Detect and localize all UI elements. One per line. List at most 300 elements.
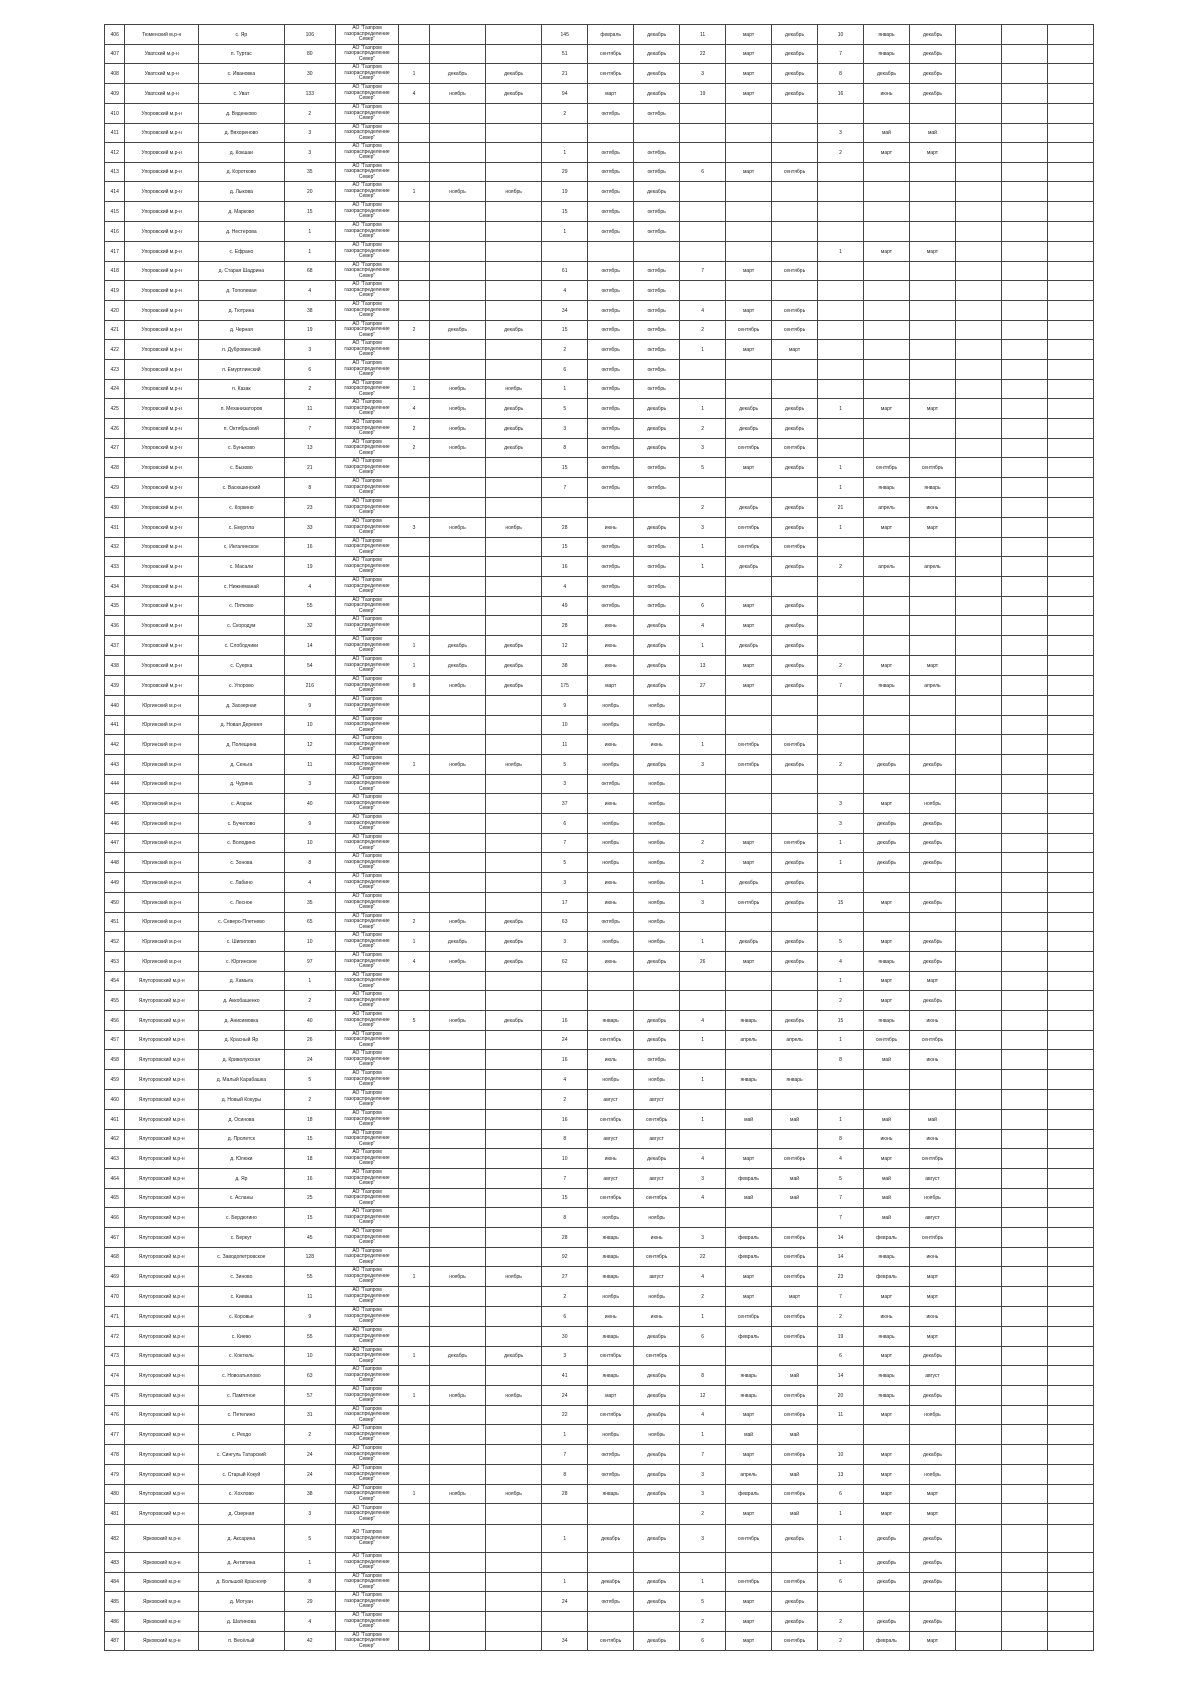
table-cell bbox=[680, 991, 726, 1011]
table-cell: сентябрь bbox=[588, 1632, 634, 1651]
table-cell: 7 bbox=[818, 45, 864, 64]
table-cell: АО "Газпром газораспределение Север" bbox=[335, 458, 398, 478]
table-cell: ноябрь bbox=[634, 853, 680, 873]
table-cell bbox=[909, 163, 955, 182]
table-cell: март bbox=[726, 1267, 772, 1287]
table-cell bbox=[399, 1050, 430, 1070]
table-cell bbox=[864, 182, 910, 202]
table-row bbox=[105, 755, 1094, 775]
table-cell: Упоровский м.р-н bbox=[125, 577, 199, 597]
table-cell: Упоровский м.р-н bbox=[125, 458, 199, 478]
table-cell bbox=[486, 498, 542, 518]
table-cell bbox=[864, 340, 910, 360]
table-cell: 3 bbox=[542, 1347, 588, 1366]
table-cell: 4 bbox=[818, 1149, 864, 1169]
table-cell: декабрь bbox=[429, 636, 485, 656]
table-cell: 481 bbox=[105, 1504, 125, 1525]
table-cell bbox=[680, 182, 726, 202]
table-cell: май bbox=[864, 1169, 910, 1189]
table-cell: ноябрь bbox=[588, 932, 634, 952]
table-cell bbox=[1001, 735, 1047, 755]
table-cell: декабрь bbox=[634, 182, 680, 202]
table-cell: декабрь bbox=[486, 64, 542, 84]
table-cell: АО "Газпром газораспределение Север" bbox=[335, 1612, 398, 1632]
table-cell: октябрь bbox=[634, 301, 680, 321]
table-cell bbox=[864, 735, 910, 755]
table-cell: 7 bbox=[542, 1169, 588, 1189]
table-cell: сентябрь bbox=[772, 1573, 818, 1592]
table-cell bbox=[955, 1386, 1001, 1406]
table-cell bbox=[1047, 794, 1093, 814]
table-cell: май bbox=[772, 1465, 818, 1485]
table-cell: ноябрь bbox=[634, 873, 680, 893]
table-cell: 14 bbox=[818, 1366, 864, 1386]
table-cell: Ялуторовский м.р-н bbox=[125, 1485, 199, 1504]
table-cell: АО "Газпром газораспределение Север" bbox=[335, 952, 398, 972]
table-cell: сентябрь bbox=[909, 1228, 955, 1248]
table-cell: с. Бердюгино bbox=[198, 1208, 284, 1228]
table-cell bbox=[399, 45, 430, 64]
table-cell: 4 bbox=[542, 1070, 588, 1090]
table-cell: 35 bbox=[284, 893, 335, 913]
table-row bbox=[105, 104, 1094, 124]
table-cell: АО "Газпром газораспределение Север" bbox=[335, 202, 398, 222]
table-cell: с. Беркут bbox=[198, 1228, 284, 1248]
table-cell: с. Асланы bbox=[198, 1189, 284, 1208]
table-cell bbox=[429, 1110, 485, 1130]
table-cell bbox=[1001, 1208, 1047, 1228]
table-cell: октябрь bbox=[588, 104, 634, 124]
table-cell bbox=[1047, 1592, 1093, 1612]
table-cell bbox=[864, 281, 910, 301]
table-cell: октябрь bbox=[588, 419, 634, 439]
table-cell bbox=[429, 1553, 485, 1573]
table-cell bbox=[1047, 143, 1093, 163]
table-cell bbox=[399, 124, 430, 143]
table-cell: АО "Газпром газораспределение Север" bbox=[335, 1445, 398, 1465]
table-cell: 8 bbox=[284, 478, 335, 498]
table-cell bbox=[1001, 932, 1047, 952]
table-cell bbox=[486, 1228, 542, 1248]
table-cell: Юргинский м.р-н bbox=[125, 755, 199, 775]
table-cell: март bbox=[864, 1149, 910, 1169]
table-cell: июнь bbox=[909, 1307, 955, 1327]
table-cell bbox=[772, 143, 818, 163]
table-cell: 38 bbox=[284, 301, 335, 321]
table-cell: АО "Газпром газораспределение Север" bbox=[335, 1573, 398, 1592]
table-row bbox=[105, 84, 1094, 104]
table-cell: Упоровский м.р-н bbox=[125, 616, 199, 636]
table-cell: март bbox=[772, 1287, 818, 1307]
table-cell bbox=[429, 991, 485, 1011]
table-cell: д. Кокшаи bbox=[198, 143, 284, 163]
table-cell: АО "Газпром газораспределение Север" bbox=[335, 636, 398, 656]
table-cell bbox=[818, 262, 864, 281]
table-cell bbox=[429, 716, 485, 735]
table-cell: декабрь bbox=[634, 1011, 680, 1031]
table-cell: 4 bbox=[284, 281, 335, 301]
table-cell: 10 bbox=[284, 716, 335, 735]
table-cell: 461 bbox=[105, 1110, 125, 1130]
table-cell bbox=[1047, 1307, 1093, 1327]
table-cell: март bbox=[588, 84, 634, 104]
table-cell bbox=[864, 538, 910, 557]
table-cell bbox=[1001, 1612, 1047, 1632]
table-cell: сентябрь bbox=[772, 1307, 818, 1327]
table-row bbox=[105, 1031, 1094, 1050]
table-cell bbox=[909, 104, 955, 124]
table-cell bbox=[1001, 340, 1047, 360]
table-cell: 1 bbox=[542, 1573, 588, 1592]
table-cell: 1 bbox=[399, 1347, 430, 1366]
table-cell bbox=[726, 1208, 772, 1228]
table-cell bbox=[1001, 1267, 1047, 1287]
table-cell bbox=[909, 1070, 955, 1090]
table-cell: 4 bbox=[680, 616, 726, 636]
table-cell: 5 bbox=[818, 932, 864, 952]
table-cell bbox=[864, 1592, 910, 1612]
table-cell: 3 bbox=[680, 1485, 726, 1504]
table-cell: 65 bbox=[284, 913, 335, 932]
table-cell bbox=[429, 1248, 485, 1267]
table-cell: май bbox=[864, 124, 910, 143]
table-cell: 473 bbox=[105, 1347, 125, 1366]
table-cell bbox=[909, 202, 955, 222]
table-cell: д. Анисимовка bbox=[198, 1011, 284, 1031]
table-cell: 9 bbox=[284, 814, 335, 834]
table-cell: ноябрь bbox=[588, 755, 634, 775]
table-cell bbox=[955, 143, 1001, 163]
table-cell: декабрь bbox=[429, 932, 485, 952]
table-cell: март bbox=[726, 45, 772, 64]
table-row bbox=[105, 676, 1094, 696]
table-cell bbox=[486, 716, 542, 735]
table-cell bbox=[1047, 1169, 1093, 1189]
table-row bbox=[105, 1248, 1094, 1267]
table-cell bbox=[909, 222, 955, 242]
table-cell: 14 bbox=[818, 1248, 864, 1267]
table-cell bbox=[486, 1366, 542, 1386]
table-cell bbox=[1001, 143, 1047, 163]
table-cell: 10 bbox=[542, 716, 588, 735]
table-cell: с. Емуртла bbox=[198, 518, 284, 538]
table-cell bbox=[1047, 478, 1093, 498]
table-cell: январь bbox=[772, 1070, 818, 1090]
table-cell bbox=[1001, 834, 1047, 853]
table-row bbox=[105, 1228, 1094, 1248]
table-cell bbox=[1001, 1465, 1047, 1485]
table-cell: 19 bbox=[542, 182, 588, 202]
table-cell bbox=[1001, 84, 1047, 104]
table-cell bbox=[955, 1485, 1001, 1504]
table-cell bbox=[680, 281, 726, 301]
table-cell: март bbox=[726, 163, 772, 182]
table-cell bbox=[955, 1228, 1001, 1248]
table-cell: 445 bbox=[105, 794, 125, 814]
table-cell: 14 bbox=[818, 1228, 864, 1248]
table-cell bbox=[399, 557, 430, 577]
table-cell bbox=[726, 281, 772, 301]
table-cell: 429 bbox=[105, 478, 125, 498]
table-cell bbox=[864, 419, 910, 439]
table-cell bbox=[429, 577, 485, 597]
table-cell bbox=[429, 301, 485, 321]
table-cell: 33 bbox=[284, 518, 335, 538]
table-cell: д. Чурина bbox=[198, 775, 284, 794]
table-cell bbox=[399, 104, 430, 124]
table-cell bbox=[399, 1445, 430, 1465]
table-cell bbox=[680, 222, 726, 242]
table-cell: ноябрь bbox=[429, 1485, 485, 1504]
table-cell: 458 bbox=[105, 1050, 125, 1070]
table-cell: май bbox=[864, 1208, 910, 1228]
table-cell bbox=[429, 458, 485, 478]
table-cell: 410 bbox=[105, 104, 125, 124]
table-cell bbox=[955, 182, 1001, 202]
table-cell bbox=[955, 25, 1001, 45]
table-cell bbox=[399, 1553, 430, 1573]
table-cell: декабрь bbox=[772, 1011, 818, 1031]
table-cell bbox=[909, 360, 955, 380]
table-cell: сентябрь bbox=[772, 1632, 818, 1651]
table-cell bbox=[864, 301, 910, 321]
table-cell bbox=[399, 1465, 430, 1485]
table-cell bbox=[772, 972, 818, 991]
table-cell bbox=[399, 478, 430, 498]
table-cell bbox=[955, 458, 1001, 478]
table-cell: август bbox=[909, 1169, 955, 1189]
table-cell: 28 bbox=[542, 518, 588, 538]
table-cell: 424 bbox=[105, 380, 125, 399]
table-cell: октябрь bbox=[588, 380, 634, 399]
table-cell: АО "Газпром газораспределение Север" bbox=[335, 478, 398, 498]
table-cell: Упоровский м.р-н bbox=[125, 301, 199, 321]
table-cell bbox=[486, 873, 542, 893]
table-cell bbox=[955, 1592, 1001, 1612]
table-row bbox=[105, 913, 1094, 932]
table-cell bbox=[955, 1366, 1001, 1386]
table-row bbox=[105, 478, 1094, 498]
table-cell: АО "Газпром газораспределение Север" bbox=[335, 696, 398, 716]
table-cell bbox=[1047, 124, 1093, 143]
table-cell: март bbox=[726, 458, 772, 478]
table-cell: АО "Газпром газораспределение Север" bbox=[335, 1465, 398, 1485]
table-cell: июнь bbox=[909, 1248, 955, 1267]
table-cell: ноябрь bbox=[634, 696, 680, 716]
table-cell: март bbox=[726, 1445, 772, 1465]
table-cell: март bbox=[726, 1406, 772, 1425]
table-row bbox=[105, 1612, 1094, 1632]
table-cell: 24 bbox=[284, 1445, 335, 1465]
table-cell: Ялуторовский м.р-н bbox=[125, 1347, 199, 1366]
table-cell bbox=[429, 1573, 485, 1592]
table-row bbox=[105, 124, 1094, 143]
table-cell: декабрь bbox=[909, 1612, 955, 1632]
table-cell: 3 bbox=[284, 1504, 335, 1525]
table-cell: АО "Газпром газораспределение Север" bbox=[335, 1347, 398, 1366]
table-cell: 460 bbox=[105, 1090, 125, 1110]
table-cell: декабрь bbox=[772, 518, 818, 538]
table-cell: май bbox=[772, 1169, 818, 1189]
table-cell: август bbox=[588, 1169, 634, 1189]
table-cell: октябрь bbox=[634, 538, 680, 557]
table-cell bbox=[680, 1130, 726, 1149]
table-cell: сентябрь bbox=[588, 1406, 634, 1425]
table-cell: июнь bbox=[588, 616, 634, 636]
table-cell: октябрь bbox=[634, 557, 680, 577]
table-row bbox=[105, 1090, 1094, 1110]
table-cell: АО "Газпром газораспределение Север" bbox=[335, 321, 398, 340]
table-cell: д. Мотуан bbox=[198, 1592, 284, 1612]
table-cell: октябрь bbox=[634, 143, 680, 163]
table-cell: 470 bbox=[105, 1287, 125, 1307]
table-row bbox=[105, 1130, 1094, 1149]
table-cell: 423 bbox=[105, 360, 125, 380]
table-cell bbox=[955, 1287, 1001, 1307]
table-cell: январь bbox=[588, 1267, 634, 1287]
table-cell bbox=[726, 991, 772, 1011]
table-cell: декабрь bbox=[634, 1406, 680, 1425]
table-cell: 16 bbox=[542, 557, 588, 577]
table-cell bbox=[955, 498, 1001, 518]
table-cell bbox=[680, 242, 726, 262]
table-cell bbox=[399, 616, 430, 636]
table-cell: 444 bbox=[105, 775, 125, 794]
table-cell: декабрь bbox=[772, 597, 818, 616]
table-cell: декабрь bbox=[909, 1573, 955, 1592]
table-cell: 418 bbox=[105, 262, 125, 281]
table-cell: 34 bbox=[542, 1632, 588, 1651]
table-cell bbox=[1047, 1632, 1093, 1651]
table-cell: 8 bbox=[284, 853, 335, 873]
table-cell: октябрь bbox=[634, 262, 680, 281]
table-cell: АО "Газпром газораспределение Север" bbox=[335, 656, 398, 676]
table-row bbox=[105, 1347, 1094, 1366]
table-cell: 14 bbox=[284, 636, 335, 656]
table-cell: Упоровский м.р-н bbox=[125, 676, 199, 696]
table-cell: июнь bbox=[909, 1130, 955, 1149]
table-cell bbox=[1047, 1110, 1093, 1130]
table-cell bbox=[726, 577, 772, 597]
table-cell bbox=[429, 1366, 485, 1386]
table-cell bbox=[1001, 419, 1047, 439]
table-cell: АО "Газпром газораспределение Север" bbox=[335, 557, 398, 577]
table-cell: Ялуторовский м.р-н bbox=[125, 1366, 199, 1386]
table-cell: 2 bbox=[818, 755, 864, 775]
table-cell: АО "Газпром газораспределение Север" bbox=[335, 1011, 398, 1031]
table-cell bbox=[909, 380, 955, 399]
table-cell bbox=[399, 1228, 430, 1248]
table-cell: 2 bbox=[542, 1090, 588, 1110]
table-cell: д. Лыкова bbox=[198, 182, 284, 202]
table-cell bbox=[429, 104, 485, 124]
table-cell: декабрь bbox=[772, 952, 818, 972]
table-cell: октябрь bbox=[588, 163, 634, 182]
table-cell: июнь bbox=[588, 1149, 634, 1169]
table-cell: д. Озерная bbox=[198, 1504, 284, 1525]
table-cell: март bbox=[588, 1386, 634, 1406]
table-cell bbox=[818, 616, 864, 636]
table-cell: АО "Газпром газораспределение Север" bbox=[335, 1050, 398, 1070]
table-cell: Упоровский м.р-н bbox=[125, 656, 199, 676]
table-cell: Ялуторовский м.р-н bbox=[125, 1189, 199, 1208]
table-cell bbox=[429, 45, 485, 64]
table-cell bbox=[680, 1347, 726, 1366]
table-cell: 7 bbox=[818, 1208, 864, 1228]
table-cell bbox=[1001, 1149, 1047, 1169]
table-cell: январь bbox=[588, 1327, 634, 1347]
table-cell: АО "Газпром газораспределение Север" bbox=[335, 1169, 398, 1189]
table-cell bbox=[818, 696, 864, 716]
table-cell bbox=[726, 794, 772, 814]
table-cell: май bbox=[726, 1189, 772, 1208]
table-cell bbox=[486, 1031, 542, 1050]
table-cell: АО "Газпром газораспределение Север" bbox=[335, 1592, 398, 1612]
table-cell: октябрь bbox=[588, 321, 634, 340]
table-cell: октябрь bbox=[588, 182, 634, 202]
table-cell: январь bbox=[726, 1386, 772, 1406]
table-cell: август bbox=[634, 1090, 680, 1110]
table-cell bbox=[955, 262, 1001, 281]
table-cell bbox=[486, 1248, 542, 1267]
table-cell: 2 bbox=[818, 1307, 864, 1327]
table-cell: декабрь bbox=[634, 84, 680, 104]
table-cell: 3 bbox=[284, 340, 335, 360]
table-cell bbox=[399, 794, 430, 814]
table-cell bbox=[680, 1090, 726, 1110]
table-cell: ноябрь bbox=[429, 1267, 485, 1287]
table-cell bbox=[399, 1149, 430, 1169]
table-cell bbox=[486, 1592, 542, 1612]
table-cell bbox=[955, 794, 1001, 814]
table-cell: 32 bbox=[284, 616, 335, 636]
table-cell bbox=[955, 991, 1001, 1011]
table-cell: декабрь bbox=[864, 1525, 910, 1553]
table-cell bbox=[1047, 853, 1093, 873]
table-cell bbox=[399, 202, 430, 222]
table-cell: Упоровский м.р-н bbox=[125, 340, 199, 360]
table-cell bbox=[955, 1573, 1001, 1592]
table-row bbox=[105, 1110, 1094, 1130]
table-cell: ноябрь bbox=[634, 1070, 680, 1090]
table-cell: 435 bbox=[105, 597, 125, 616]
table-cell bbox=[1001, 439, 1047, 458]
table-cell: ноябрь bbox=[909, 794, 955, 814]
table-cell bbox=[955, 1267, 1001, 1287]
table-cell: 439 bbox=[105, 676, 125, 696]
table-cell: 487 bbox=[105, 1632, 125, 1651]
table-cell: 1 bbox=[818, 1031, 864, 1050]
table-cell bbox=[1001, 1592, 1047, 1612]
table-cell bbox=[818, 913, 864, 932]
table-cell bbox=[1001, 45, 1047, 64]
table-cell bbox=[955, 616, 1001, 636]
table-cell: Ялуторовский м.р-н bbox=[125, 1406, 199, 1425]
table-cell: с. Васюшинский bbox=[198, 478, 284, 498]
table-cell bbox=[486, 814, 542, 834]
table-cell: Ярковский м.р-н bbox=[125, 1573, 199, 1592]
table-cell bbox=[1047, 498, 1093, 518]
table-cell: январь bbox=[726, 1011, 772, 1031]
table-cell: ноябрь bbox=[429, 439, 485, 458]
table-cell: январь bbox=[864, 478, 910, 498]
table-cell bbox=[726, 222, 772, 242]
table-cell bbox=[955, 222, 1001, 242]
table-cell bbox=[680, 1050, 726, 1070]
table-cell: Юргинский м.р-н bbox=[125, 893, 199, 913]
table-row bbox=[105, 972, 1094, 991]
table-cell: 1 bbox=[399, 932, 430, 952]
